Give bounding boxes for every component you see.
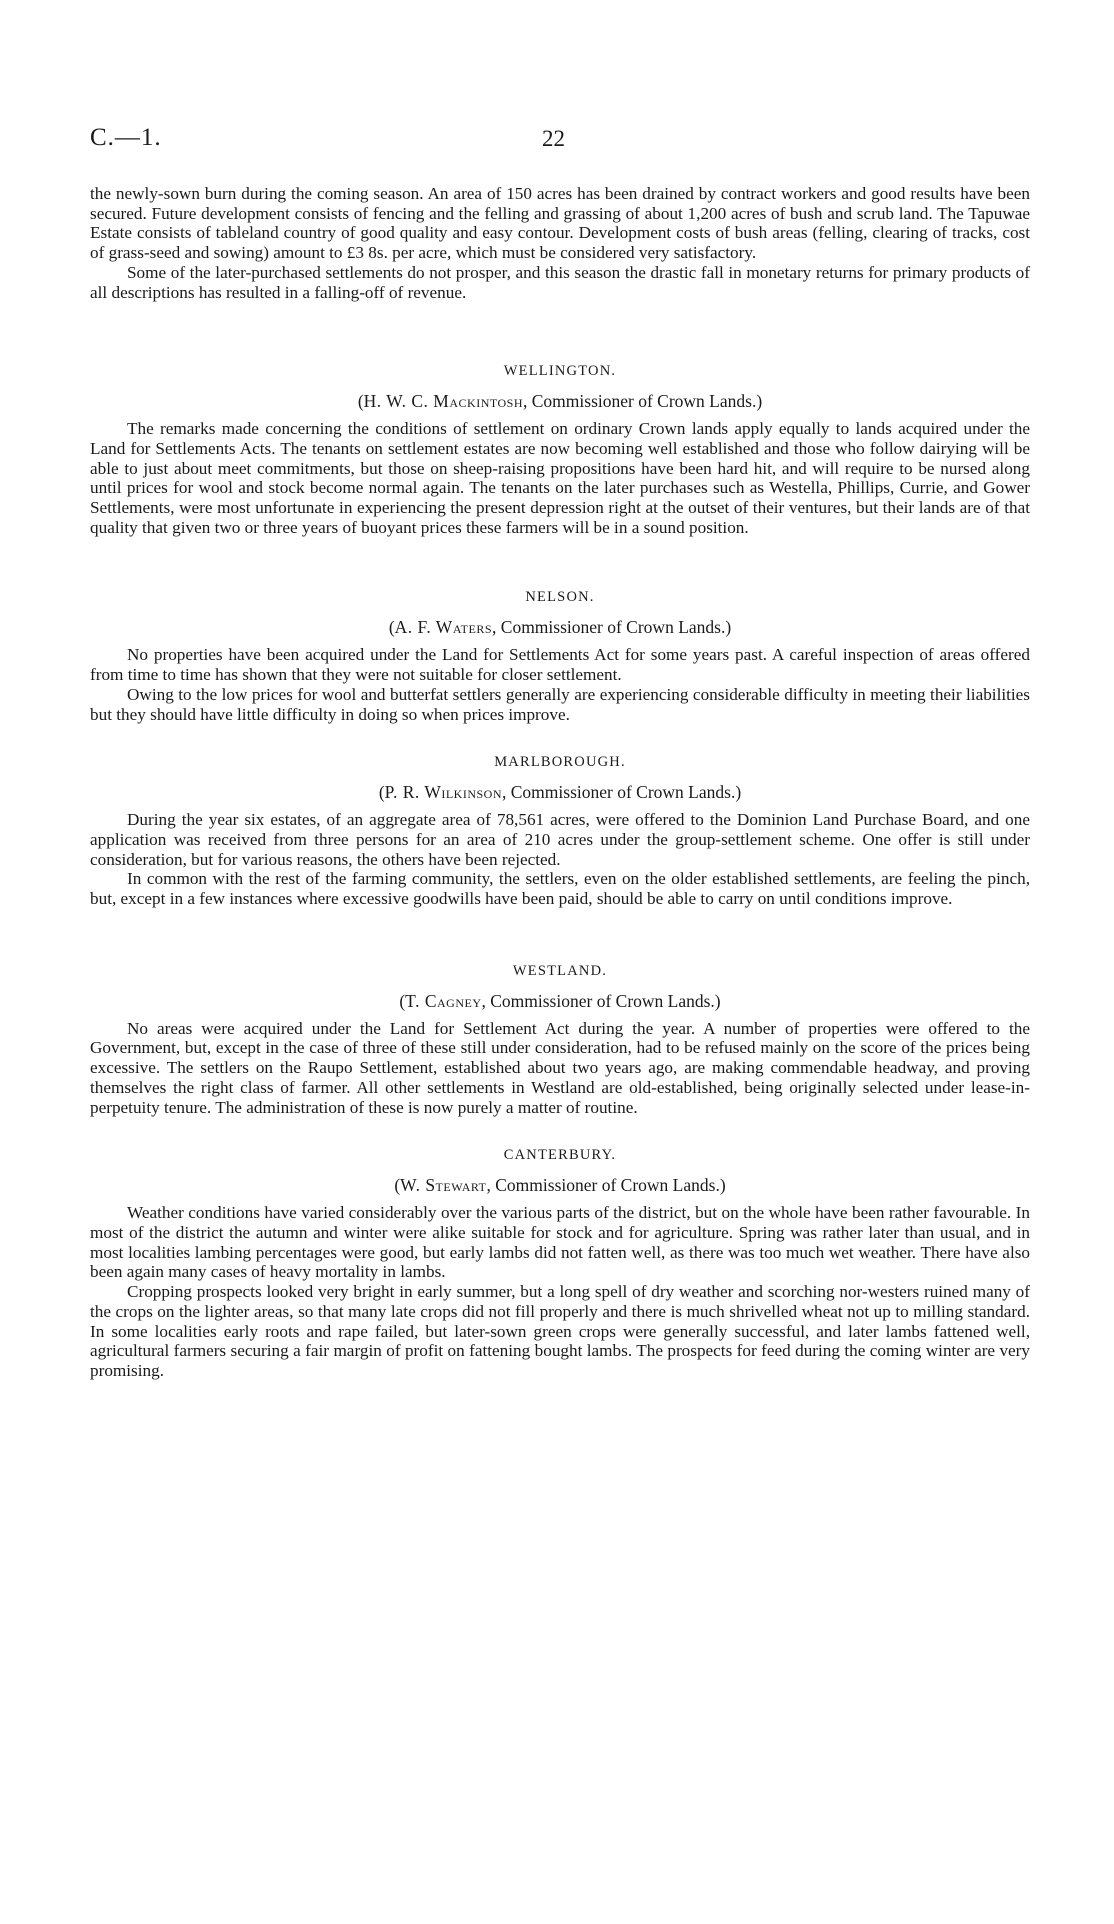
document-reference: C.—1. xyxy=(90,124,162,151)
commissioner-name: T. Cagney xyxy=(405,990,482,1011)
commissioner-line: (W. Stewart, Commissioner of Crown Lands.) xyxy=(394,1175,726,1196)
section-title: CANTERBURY. xyxy=(503,1147,617,1164)
commissioner-role: , Commissioner of Crown Lands.) xyxy=(502,782,742,803)
section-westland xyxy=(90,963,1030,1118)
commissioner-role: , Commissioner of Crown Lands.) xyxy=(481,990,721,1011)
commissioner-name: P. R. Wilkinson xyxy=(384,782,502,803)
intro-continuation xyxy=(90,184,1030,302)
commissioner-line: (P. R. Wilkinson, Commissioner of Crown Lands.) xyxy=(378,782,742,803)
paragraph: During the year six estates, of an aggregate area of 78,561 acres, were offered to the Dominion Land Purchase Board, and one application was received from three persons for an area of 210 acres under the group-settlement scheme. One offer is still under consideration, but for various reasons, the others have been rejected. xyxy=(90,810,1030,869)
page-number: 22 xyxy=(542,126,565,151)
commissioner-role: , Commissioner of Crown Lands.) xyxy=(486,1175,726,1196)
commissioner-name: H. W. C. Mackintosh xyxy=(363,391,523,412)
paragraph: No areas were acquired under the Land for Settlement Act during the year. A number of properties were offered to the Government, but, except in the case of three of these still under consideration, had to be refused mainly on the score of the prices being excessive. The settlers on the Raupo Settlement, established about two years ago, are making commendable headway, and proving themselves the right class of farmer. All other settlements in Westland are old-established, being originally selected under lease-in-perpetuity tenure. The administration of these is now purely a matter of routine. xyxy=(90,1018,1030,1117)
commissioner-name: A. F. Waters xyxy=(394,617,493,638)
commissioner-role: , Commissioner of Crown Lands.) xyxy=(492,617,732,638)
section-canterbury xyxy=(90,1147,1030,1380)
section-title: WESTLAND. xyxy=(512,962,608,979)
section-nelson xyxy=(90,589,1030,724)
page-header xyxy=(90,124,1030,164)
commissioner-role: , Commissioner of Crown Lands.) xyxy=(523,391,763,412)
paragraph: the newly-sown burn during the coming season. An area of 150 acres has been drained by contract workers and good results have been secured. Future development consists of fencing and the felling and grassing of about 1,200 acres of bush and scrub land. The Tapuwae Estate consists of tableland country of good quality and easy contour. Development costs of bush areas (felling, clearing of tracks, cost of grass-seed and sowing) amount to £3 8s. per acre, which must be considered very satisfactory. xyxy=(90,184,1030,263)
commissioner-line: (A. F. Waters, Commissioner of Crown Lands.) xyxy=(388,617,732,638)
section-wellington xyxy=(90,363,1030,537)
section-title: WELLINGTON. xyxy=(503,363,617,380)
commissioner-line: (H. W. C. Mackintosh, Commissioner of Crown Lands.) xyxy=(357,391,763,412)
section-title: NELSON. xyxy=(525,589,595,606)
paragraph: No properties have been acquired under the Land for Settlements Act for some years past. A careful inspection of areas offered from time to time has shown that they were not suitable for closer settlement. xyxy=(90,645,1030,685)
paragraph: In common with the rest of the farming community, the settlers, even on the older established settlements, are feeling the pinch, but, except in a few instances where excessive goodwills have been paid, should be able to carry on until conditions improve. xyxy=(90,869,1030,909)
section-title: MARLBOROUGH. xyxy=(494,754,626,771)
paragraph: Owing to the low prices for wool and butterfat settlers generally are experiencing considerable difficulty in meeting their liabilities but they should have little difficulty in doing so when prices improve. xyxy=(90,684,1030,724)
page-body xyxy=(90,184,1030,1381)
paragraph: Cropping prospects looked very bright in early summer, but a long spell of dry weather and scorching nor-westers ruined many of the crops on the lighter areas, so that many late crops did not fill properly and there is much shrivelled wheat not up to milling standard. In some localities early roots and rape failed, but later-sown green crops were generally successful, and later lambs fattened well, agricultural farmers securing a fair margin of profit on fattening bought lambs. The prospects for feed during the coming winter are very promising. xyxy=(90,1282,1030,1380)
section-marlborough xyxy=(90,754,1030,909)
paragraph: Weather conditions have varied considerably over the various parts of the district, but on the whole have been rather favourable. In most of the district the autumn and winter were alike suitable for stock and for agriculture. Spring was rather later than usual, and in most localities lambing percentages were good, but early lambs did not fatten well, as there was too much wet weather. There have also been again many cases of heavy mortality in lambs. xyxy=(90,1203,1030,1282)
paragraph: The remarks made concerning the conditions of settlement on ordinary Crown lands apply equally to lands acquired under the Land for Settlements Acts. The tenants on settlement estates are now becoming well established and those who follow dairying will be able to just about meet commitments, but those on sheep-raising propositions have been hard hit, and will require to be nursed along until prices for wool and stock become normal again. The tenants on the later purchases such as Westella, Phillips, Currie, and Gower Settlements, were most unfortunate in experiencing the present depression right at the outset of their ventures, but their lands are of that quality that given two or three years of buoyant prices these farmers will be in a sound position. xyxy=(90,419,1030,537)
commissioner-name: W. Stewart xyxy=(400,1175,487,1196)
paragraph: Some of the later-purchased settlements do not prosper, and this season the drastic fall in monetary returns for primary products of all descriptions has resulted in a falling-off of revenue. xyxy=(90,262,1030,302)
commissioner-line: (T. Cagney, Commissioner of Crown Lands.) xyxy=(399,990,721,1011)
